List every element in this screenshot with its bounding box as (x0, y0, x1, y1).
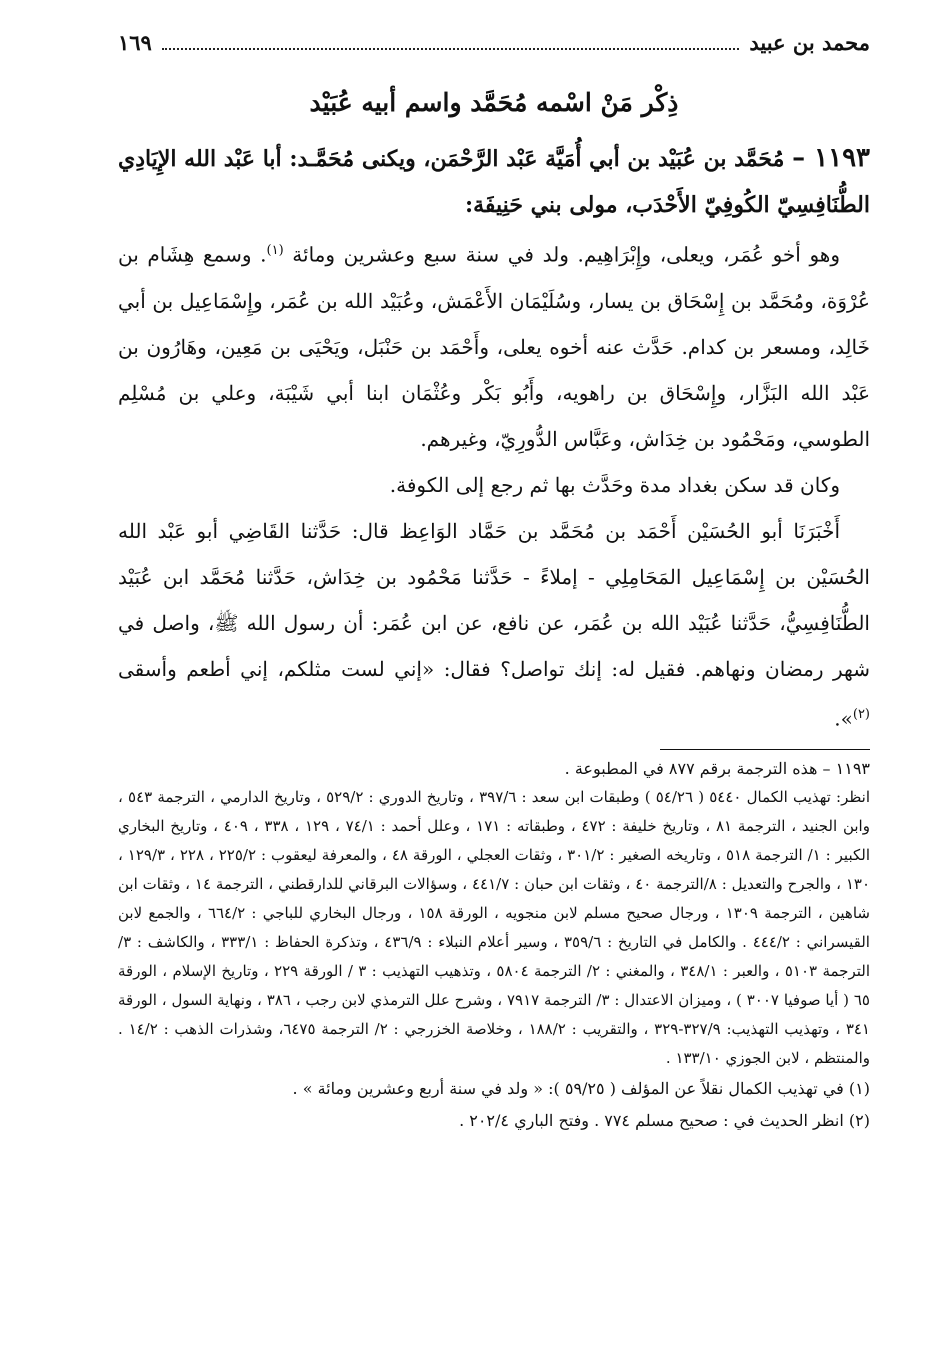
note-translation-number: ١١٩٣ – هذه الترجمة برقم ٨٧٧ في المطبوعة . (564, 759, 870, 779)
running-title: محمد بن عبيد (749, 30, 870, 55)
page-number: ١٦٩ (118, 30, 152, 55)
entry-number: ١١٩٣ – (792, 143, 871, 173)
hadith-closing: ». (834, 706, 853, 731)
footnote-ref-2[interactable]: (٢) (852, 706, 870, 722)
residence-paragraph: وكان قد سكن بغداد مدة وحَدَّث بها ثم رجع إلى الكوفة. (389, 472, 840, 497)
section-title: ذِكْر مَنْ اسْمه مُحَمَّد واسم أبيه عُبَيْد (309, 88, 679, 117)
note-references: انظر: تهذيب الكمال ٥٤٤٠ ( ٥٤/٢٦ ) وطبقات ابن سعد : ٣٩٧/٦ ، وتاريخ الدوري : ٥٢٩/٢ ، وتاريخ الدارمي ، الترجمة ٥٤٣ ، وابن الجنيد ، الترجمة ٨١ ، وتاريخ خليفة : ٤٧٢ ، وطبقاته : ١٧١ ، وعلل أحمد : ٧٤/١ ، ١٢٩ ، ٣٣٨ ، ٤٠٩ ، وتاريخ البخاري الكبير : ١/ الترجمة ٥١٨ ، وتاريخه الصغير : ٣٠١/٢ ، وثقات العجلي ، الورقة ٤٨ ، والمعرفة ليعقوب : ٢٢٥/٢ ، ٢٢٨ ، ١٢٩/٣ ، ١٣٠ ، والجرح والتعديل : ٨/الترجمة ٤٠ ، وثقات ابن حبان : ٤٤١/٧ ، وسؤالات البرقاني للدارقطني ، الترجمة ١٤ ، وثقات ابن شاهين ، الترجمة ١٣٠٩ ، ورجال صحيح مسلم لابن منجويه ، الورقة ١٥٨ ، ورجال البخاري للباجي : ٦٦٤/٢ ، والجمع لابن القيسراني : ٤٤٤/٢ . والكامل في التاريخ : ٣٥٩/٦ ، وسير أعلام النبلاء : ٤٣٦/٩ ، وتذكرة الحفاظ : ٣٣٣/١ ، والكاشف : ٣/ الترجمة ٥١٠٣ ، والعبر : ٣٤٨/١ ، والمغني : ٢/ الترجمة ٥٨٠٤ ، وتذهيب التهذيب : ٣ / الورقة ٢٢٩ ، وتاريخ الإسلام ، الورقة ٦٥ ( أيا صوفيا ٣٠٠٧ ) ، وميزان الاعتدال : ٣/ الترجمة ٧٩١٧ ، وشرح علل الترمذي لابن رجب ، ٣٨٦ ، ونهاية السول ، الورقة ٣٤١ ، وتهذيب التهذيب: ٣٢٧/٩-٣٢٩ ، والتقريب : ١٨٨/٢ ، وخلاصة الخزرجي : ٢/ الترجمة ٦٤٧٥، وشذرات الذهب : ١٤/٢ . والمنتظم ، لابن الجوزي ١٣٣/١٠ . (118, 788, 871, 1068)
footnote-1: (١) في تهذيب الكمال نقلاً عن المؤلف ( ٥٩/٢٥ ): « ولد في سنة أربع وعشرين ومائة » . (292, 1079, 870, 1099)
hadith-text: أَخْبَرَنَا أبو الحُسَيْن أَحْمَد بن مُحَمَّد بن حَمَّاد الوَاعِظ قال: حَدَّثنا القَاضِي أبو عَبْد الله الحُسَيْن بن إِسْمَاعِيل المَحَامِلِي - إملاءً - حَدَّثنا مَحْمُود بن خِدَاش، حَدَّثنا مُحَمَّد ابن عُبَيْد الطُّنَافِسِيُّ، حَدَّثنا عُبَيْد الله بن عُمَر، عن نافع، عن ابن عُمَر: أن رسول الله ﷺ، واصل في شهر رمضان ونهاهم. فقيل له: إنك تواصل؟ فقال: «إني لست مثلكم، إني أطعم وأسقى (118, 518, 870, 681)
entry-heading-text: مُحَمَّد بن عُبَيْد بن أبي أُمَيَّة عَبْد الرَّحْمَن، ويكنى مُحَمَّـد: أبا عَبْد الله الإِيَادِي الطُّنَافِسِيّ الكُوفِيّ الأَحْدَب، مولى بني حَنِيفَة: (118, 146, 870, 218)
footnote-2: (٢) انظر الحديث في : صحيح مسلم ٧٧٤ . وفتح الباري ٢٠٢/٤ . (459, 1111, 870, 1131)
footnote-separator (660, 749, 870, 750)
running-header (118, 30, 870, 68)
biography-paragraph (118, 228, 870, 462)
hadith-paragraph (118, 508, 870, 742)
biography-text: وهو أخو عُمَر، ويعلى، وإِبْرَاهِيم. ولد في سنة سبع وعشرين ومائة (292, 242, 840, 267)
biography-text-cont: . وسمع هِشَام بن عُرْوَة، ومُحَمَّد بن إِسْحَاق بن يسار، وسُلَيْمَان الأَعْمَش، وعُبَيْد الله بن عُمَر، وإِسْمَاعِيل بن أبي خَالِد، ومسعر بن كدام. حَدَّث عنه أخوه يعلى، وأَحْمَد بن حَنْبَل، ويَحْيَى بن مَعِين، وهَارُون بن عَبْد الله البَزَّار، وإِسْحَاق بن راهويه، وأَبُو بَكْر وعُثْمَان ابنا أبي شَيْبَة، وعلي بن مُسْلِم الطوسي، ومَحْمُود بن خِدَاش، وعَبَّاس الدُّورِيّ، وغيرهم. (118, 242, 870, 451)
book-page (118, 30, 870, 1137)
footnote-ref-1[interactable]: (١) (266, 243, 284, 258)
entry-heading (118, 135, 870, 228)
header-dotted-leader (162, 48, 740, 50)
